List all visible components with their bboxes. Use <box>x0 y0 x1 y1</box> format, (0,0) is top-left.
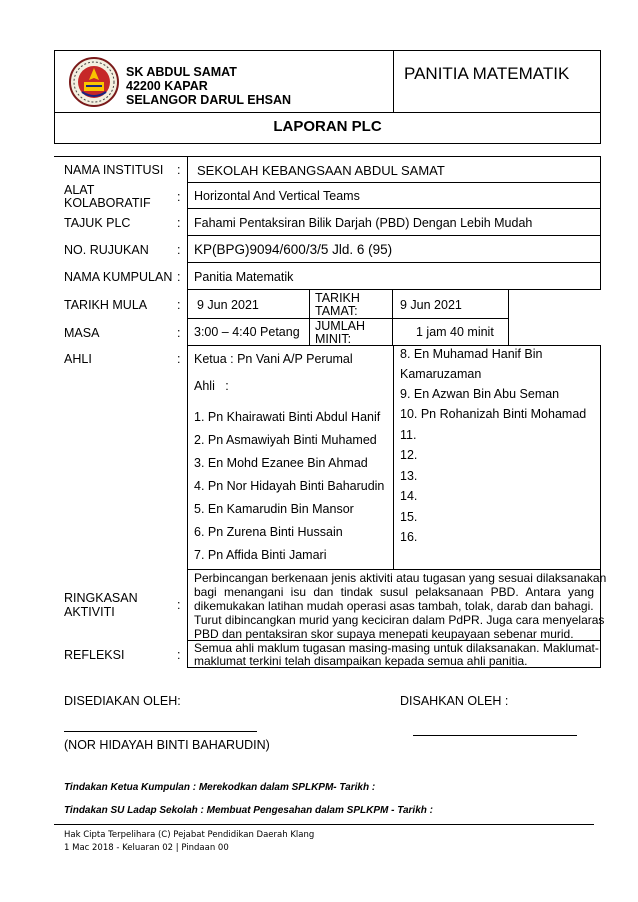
jumlah-value: 1 jam 40 minit <box>416 325 494 339</box>
rujukan-value: KP(BPG)9094/600/3/5 Jld. 6 (95) <box>194 242 393 257</box>
ringkasan-line: Turut dibincangkan murid yang keciciran dalam PdPR. Juga cara menyelaras <box>194 613 605 627</box>
alat-label-line2: KOLABORATIF <box>64 196 151 210</box>
colon: : <box>177 598 181 612</box>
ringkasan-line: dikemukakan latihan mudah operasi asas tambah, tolak, darab dan bahagi. <box>194 599 594 613</box>
ahli-right-item: 8. En Muhamad Hanif Bin <box>400 347 543 361</box>
note-ketua-kumpulan: Tindakan Ketua Kumpulan : Merekodkan dalam SPLKPM- Tarikh : <box>64 782 376 793</box>
ahli-right-item: 11. <box>400 428 417 442</box>
refleksi-line: Semua ahli maklum tugasan masing-masing untuk dilaksanakan. Maklumat- <box>194 641 599 655</box>
colon: : <box>177 270 181 284</box>
panel-title: PANITIA MATEMATIK <box>404 64 570 83</box>
colon: : <box>177 163 181 177</box>
colon: : <box>177 326 181 340</box>
ahli-right-item: 13. <box>400 469 418 483</box>
ahli-left-item: 2. Pn Asmawiyah Binti Muhamed <box>194 433 377 447</box>
jumlah-label-line1: JUMLAH <box>315 319 366 333</box>
ahli-left-item: 3. En Mohd Ezanee Bin Ahmad <box>194 456 368 470</box>
ahli-left-item: 1. Pn Khairawati Binti Abdul Hanif <box>194 410 381 424</box>
signature-line-right <box>413 735 577 736</box>
colon: : <box>177 216 181 230</box>
ahli-left-item: 7. Pn Affida Binti Jamari <box>194 548 327 562</box>
masa-label: MASA <box>64 326 100 340</box>
colon: : <box>177 648 181 662</box>
ahli-right-item: 10. Pn Rohanizah Binti Mohamad <box>400 407 587 421</box>
school-logo <box>68 56 120 108</box>
alat-value: Horizontal And Vertical Teams <box>194 189 360 203</box>
report-title: LAPORAN PLC <box>273 118 382 135</box>
ringkasan-line: bagi menangani isu dan tindak susul pelaksanaan PBD. Antara yang <box>194 585 594 599</box>
nama-institusi-value: SEKOLAH KEBANGSAAN ABDUL SAMAT <box>197 163 445 178</box>
kumpulan-value: Panitia Matematik <box>194 270 294 284</box>
refleksi-line: maklumat terkini telah disampaikan kepada semua ahli panitia. <box>194 654 528 668</box>
footer-version: 1 Mac 2018 - Keluaran 02 | Pindaan 00 <box>64 843 229 853</box>
ringkasan-line: Perbincangan berkenaan jenis aktiviti atau tugasan yang sesuai dilaksanakan <box>194 571 607 585</box>
footer-copyright: Hak Cipta Terpelihara (C) Pejabat Pendidikan Daerah Klang <box>64 830 315 840</box>
preparer-name: (NOR HIDAYAH BINTI BAHARUDIN) <box>64 738 270 752</box>
tarikh-tamat-value: 9 Jun 2021 <box>400 298 462 312</box>
colon: : <box>177 190 181 204</box>
tarikh-mula-label: TARIKH MULA <box>64 298 148 312</box>
tarikh-tamat-label-line1: TARIKH <box>315 291 360 305</box>
ahli-heading: Ahli : <box>194 379 229 393</box>
disahkan-label: DISAHKAN OLEH : <box>400 694 509 708</box>
disediakan-label: DISEDIAKAN OLEH: <box>64 694 181 708</box>
alat-label-line1: ALAT <box>64 183 95 197</box>
kumpulan-label: NAMA KUMPULAN <box>64 270 173 284</box>
footer-rule <box>54 824 594 825</box>
ahli-right-item: 14. <box>400 489 418 503</box>
header-divider-vertical <box>393 50 394 112</box>
ringkasan-label-line1: RINGKASAN <box>64 591 138 605</box>
refleksi-label: REFLEKSI <box>64 648 125 662</box>
colon: : <box>177 298 181 312</box>
ringkasan-line: PBD dan pentaksiran skor supaya menepati keupayaan sebenar murid. <box>194 627 574 641</box>
ahli-right-item: 15. <box>400 510 418 524</box>
school-postcode: 42200 KAPAR <box>126 79 208 93</box>
colon: : <box>177 352 181 366</box>
header-divider-horizontal <box>54 112 601 113</box>
note-su-ladap: Tindakan SU Ladap Sekolah : Membuat Pengesahan dalam SPLKPM - Tarikh : <box>64 805 433 816</box>
ahli-ketua: Ketua : Pn Vani A/P Perumal <box>194 352 353 366</box>
tarikh-tamat-label-line2: TAMAT: <box>315 304 358 318</box>
masa-value: 3:00 – 4:40 Petang <box>194 325 300 339</box>
ahli-right-item: 12. <box>400 448 418 462</box>
colon: : <box>177 243 181 257</box>
ahli-right-item: 16. <box>400 530 418 544</box>
ahli-right-item: Kamaruzaman <box>400 367 482 381</box>
tajuk-value: Fahami Pentaksiran Bilik Darjah (PBD) Dengan Lebih Mudah <box>194 216 533 230</box>
school-state: SELANGOR DARUL EHSAN <box>126 93 292 107</box>
ahli-label: AHLI <box>64 352 92 366</box>
signature-line-left <box>64 731 257 732</box>
tarikh-mula-value: 9 Jun 2021 <box>197 298 259 312</box>
ringkasan-label-line2: AKTIVITI <box>64 605 115 619</box>
ahli-left-item: 5. En Kamarudin Bin Mansor <box>194 502 354 516</box>
ahli-left-item: 4. Pn Nor Hidayah Binti Baharudin <box>194 479 385 493</box>
rujukan-label: NO. RUJUKAN <box>64 243 149 257</box>
tajuk-label: TAJUK PLC <box>64 216 131 230</box>
ahli-left-item: 6. Pn Zurena Binti Hussain <box>194 525 343 539</box>
school-name: SK ABDUL SAMAT <box>126 65 237 79</box>
ahli-right-item: 9. En Azwan Bin Abu Seman <box>400 387 560 401</box>
nama-institusi-label: NAMA INSTITUSI <box>64 163 164 177</box>
jumlah-label-line2: MINIT: <box>315 332 352 346</box>
